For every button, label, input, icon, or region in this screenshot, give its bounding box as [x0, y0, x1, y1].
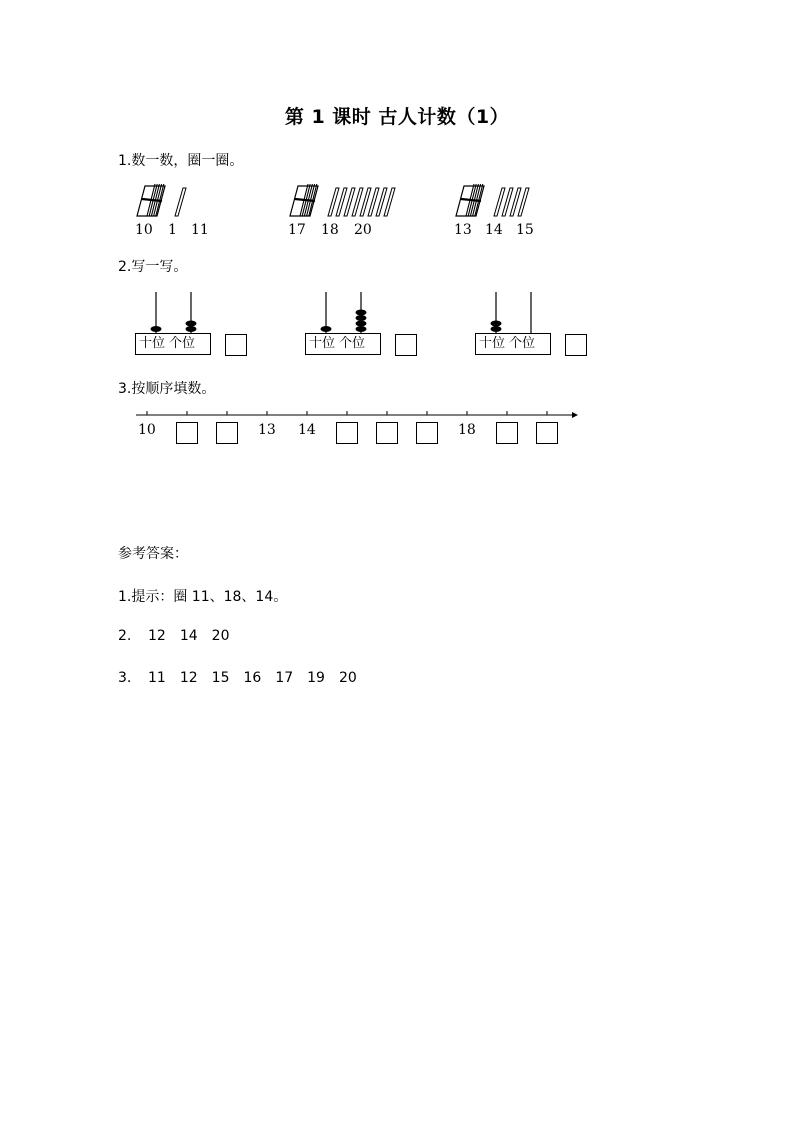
q1-option[interactable]: 11: [191, 222, 209, 238]
q1-option[interactable]: 20: [354, 222, 372, 238]
answer-value: 11: [148, 670, 166, 686]
number-line-answer-box[interactable]: [536, 422, 558, 444]
number-line: [0, 0, 794, 460]
number-line-label: 14: [298, 422, 316, 438]
tens-label: 十位: [139, 336, 166, 351]
answer-value: 15: [211, 670, 230, 686]
number-line-answer-box[interactable]: [176, 422, 198, 444]
number-line-answer-box[interactable]: [376, 422, 398, 444]
number-line-answer-box[interactable]: [416, 422, 438, 444]
answer-1: 1.提示：圈 11、18、14。: [118, 589, 288, 605]
number-line-answer-box[interactable]: [496, 422, 518, 444]
answer-2: [118, 628, 243, 644]
answer-value: 12: [148, 628, 166, 644]
answer-value: 19: [307, 670, 325, 686]
answer-value: 20: [338, 670, 357, 686]
number-line-answer-box[interactable]: [216, 422, 238, 444]
q1-option[interactable]: 1: [168, 222, 177, 238]
answer-value: 20: [211, 628, 230, 644]
q1-option[interactable]: 15: [516, 222, 534, 238]
answers-heading: 参考答案：: [118, 546, 188, 562]
ones-label: 个位: [169, 336, 196, 351]
number-line-arrow: [572, 412, 578, 418]
ones-label: 个位: [339, 336, 366, 351]
number-line-label: 18: [458, 422, 476, 438]
answer-3-number: 3.: [118, 670, 132, 686]
q1-option[interactable]: 17: [288, 222, 306, 238]
question-1-label: 1.数一数，圈一圈。: [118, 153, 244, 169]
q1-option[interactable]: 13: [454, 222, 472, 238]
answer-value: 14: [179, 628, 198, 644]
q1-option[interactable]: 18: [321, 222, 339, 238]
tens-label: 十位: [479, 336, 506, 351]
ones-label: 个位: [509, 336, 536, 351]
tens-label: 十位: [309, 336, 336, 351]
question-2-label: 2.写一写。: [118, 259, 188, 275]
number-line-label: 13: [258, 422, 276, 438]
answer-2-number: 2.: [118, 628, 132, 644]
page-title: 第 1 课时 古人计数（1）: [284, 106, 510, 128]
answer-value: 16: [243, 670, 262, 686]
q1-option[interactable]: 14: [485, 222, 503, 238]
question-3-label: 3.按顺序填数。: [118, 381, 216, 397]
answer-value: 12: [179, 670, 198, 686]
q1-option[interactable]: 10: [135, 222, 153, 238]
number-line-label: 10: [138, 422, 156, 438]
answer-3: [118, 670, 371, 686]
number-line-answer-box[interactable]: [336, 422, 358, 444]
answer-value: 17: [275, 670, 294, 686]
